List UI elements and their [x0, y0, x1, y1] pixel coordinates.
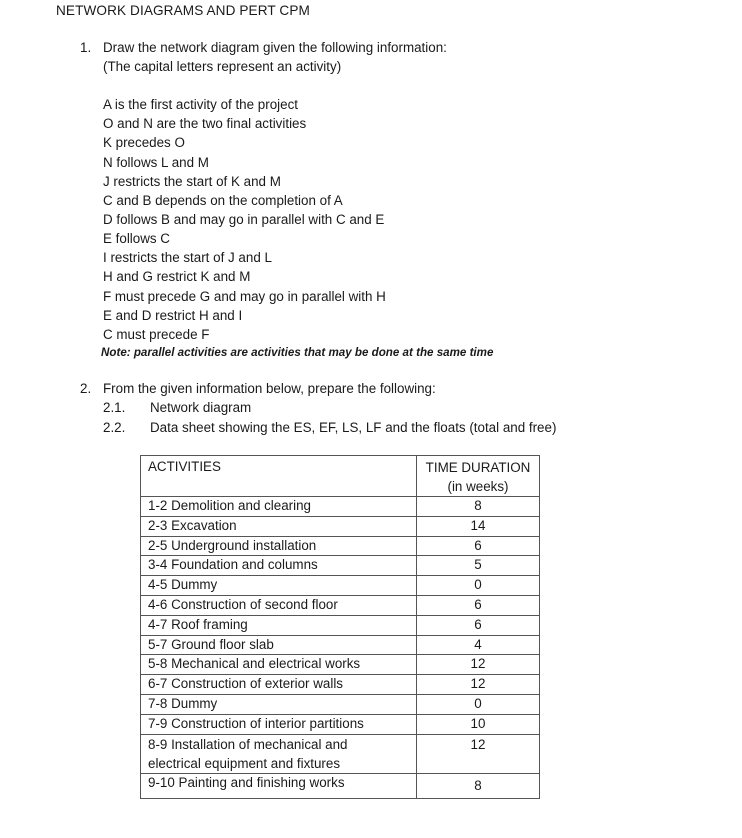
duration-cell: 8 — [417, 497, 540, 517]
q1-rule: O and N are the two final activities — [103, 116, 307, 131]
duration-cell: 12 — [417, 675, 540, 695]
q1-rule: D follows B and may go in parallel with C and E — [103, 212, 385, 227]
activity-cell: 4-5 Dummy — [141, 576, 417, 596]
q1-rule: C and B depends on the completion of A — [103, 193, 343, 208]
q1-rule: E and D restrict H and I — [103, 308, 243, 323]
table-row — [141, 595, 540, 615]
activity-cell: 7-8 Dummy — [141, 694, 417, 714]
q2-number: 2. — [80, 381, 92, 396]
table-row — [141, 576, 540, 596]
activity-cell: 2-5 Underground installation — [141, 536, 417, 556]
q1-rule: I restricts the start of J and L — [103, 250, 272, 265]
q2-item-text: Data sheet showing the ES, EF, LS, LF and the floats (total and free) — [150, 420, 557, 435]
q1-rule: N follows L and M — [103, 155, 209, 170]
duration-cell: 6 — [417, 615, 540, 635]
duration-cell: 5 — [417, 556, 540, 576]
q1-rule: C must precede F — [103, 327, 210, 342]
q1-prompt: Draw the network diagram given the following information: — [103, 40, 447, 55]
activity-cell: 3-4 Foundation and columns — [141, 556, 417, 576]
activity-cell: 7-9 Construction of interior partitions — [141, 714, 417, 734]
duration-cell: 0 — [417, 576, 540, 596]
duration-cell: 4 — [417, 635, 540, 655]
table-row — [141, 655, 540, 675]
activity-cell: 5-8 Mechanical and electrical works — [141, 655, 417, 675]
q2-item-text: Network diagram — [150, 400, 252, 415]
table-row — [141, 675, 540, 695]
duration-cell: 0 — [417, 694, 540, 714]
q1-rule: E follows C — [103, 231, 170, 246]
q1-rule: K precedes O — [103, 135, 185, 150]
q1-note: Note: parallel activities are activities that may be done at the same time — [101, 346, 494, 359]
activity-cell: 5-7 Ground floor slab — [141, 635, 417, 655]
table-row — [141, 694, 540, 714]
table-row — [141, 773, 540, 798]
q1-rule: J restricts the start of K and M — [103, 174, 281, 189]
table-row — [141, 714, 540, 734]
table-header-row — [141, 456, 540, 497]
activity-cell: 6-7 Construction of exterior walls — [141, 675, 417, 695]
table-row — [141, 516, 540, 536]
table-row — [141, 635, 540, 655]
table-row — [141, 497, 540, 517]
activity-cell: 4-6 Construction of second floor — [141, 595, 417, 615]
header-duration: TIME DURATION (in weeks) — [417, 456, 540, 497]
duration-cell: 6 — [417, 595, 540, 615]
q1-rule: H and G restrict K and M — [103, 269, 251, 284]
header-activities: ACTIVITIES — [141, 456, 417, 497]
duration-cell: 12 — [417, 655, 540, 675]
table-row — [141, 615, 540, 635]
duration-cell: 10 — [417, 714, 540, 734]
q1-rule: F must precede G and may go in parallel with H — [103, 289, 386, 304]
activity-cell: 9-10 Painting and finishing works — [141, 773, 417, 798]
q1-rule: A is the first activity of the project — [103, 97, 298, 112]
table-row — [141, 556, 540, 576]
q1-subprompt: (The capital letters represent an activity) — [103, 59, 342, 74]
q2-item-number: 2.1. — [103, 400, 126, 415]
activity-cell: 1-2 Demolition and clearing — [141, 497, 417, 517]
duration-cell: 8 — [417, 773, 540, 798]
table-row — [141, 536, 540, 556]
activity-cell: 2-3 Excavation — [141, 516, 417, 536]
q2-prompt: From the given information below, prepare the following: — [103, 381, 436, 396]
page-title: NETWORK DIAGRAMS AND PERT CPM — [56, 3, 310, 18]
activity-table — [140, 455, 540, 799]
table-row — [141, 734, 540, 773]
q2-item-number: 2.2. — [103, 420, 126, 435]
activity-cell: 4-7 Roof framing — [141, 615, 417, 635]
duration-cell: 6 — [417, 536, 540, 556]
duration-cell: 14 — [417, 516, 540, 536]
duration-cell: 12 — [417, 734, 540, 773]
q1-number: 1. — [80, 40, 92, 55]
activity-cell: 8-9 Installation of mechanical and electrical equipment and fixtures — [141, 734, 417, 773]
